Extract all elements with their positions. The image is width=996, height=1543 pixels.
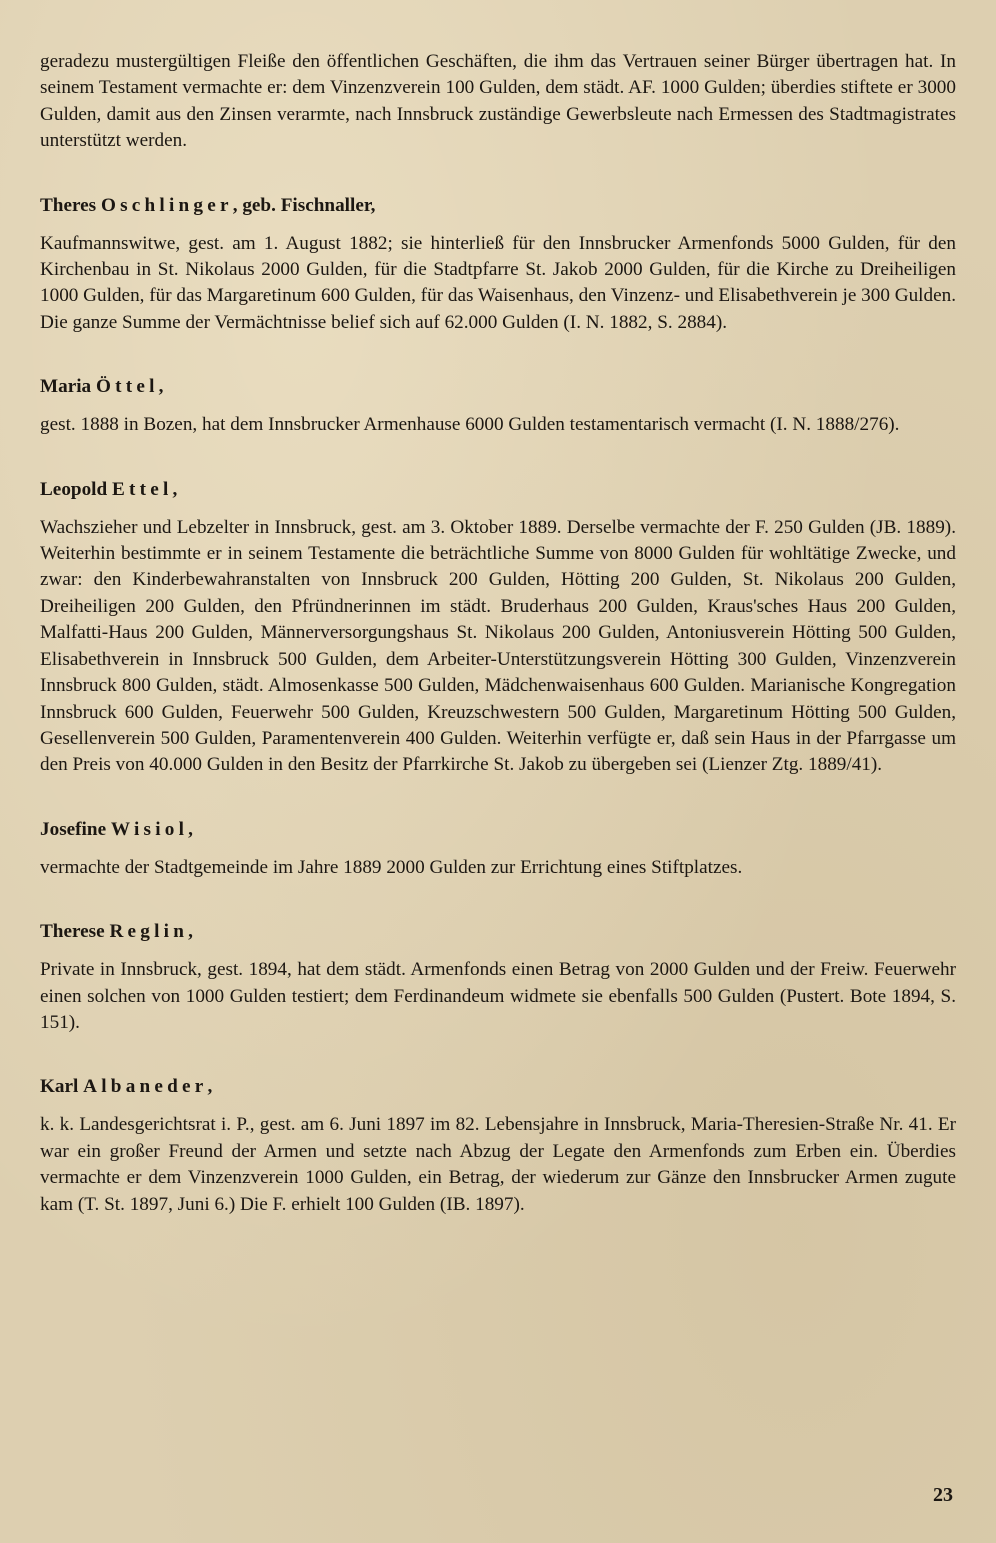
entry-first-name: Maria bbox=[40, 376, 92, 398]
entry-oettel bbox=[40, 374, 956, 438]
intro-paragraph: geradezu mustergültigen Fleiße den öffentlichen Geschäften, die ihm das Vertrauen seiner Bürger übertragen hat. In seinem Testament vermachte er: dem Vinzenzverein 100 Gulden, dem städt. AF. 1000 Gulden; überdies stiftete er 3000 Gulden, damit aus den Zinsen verarmte, nach Innsbruck zuständige Gewerbsleute nach Ermessen des Stadtmagistrates unterstützt werden. bbox=[40, 51, 956, 152]
page-content bbox=[40, 49, 956, 1218]
entry-albaneder bbox=[40, 1074, 956, 1218]
entry-text: gest. 1888 in Bozen, hat dem Innsbrucker Armenhause 6000 Gulden testamentarisch vermacht (I. N. 1888/276). bbox=[40, 414, 900, 436]
entry-heading bbox=[40, 817, 956, 843]
entry-surname: Reglin bbox=[109, 921, 189, 943]
entry-wisiol bbox=[40, 817, 956, 881]
entry-heading-suffix: , bbox=[188, 818, 193, 840]
entry-text: k. k. Landesgerichtsrat i. P., gest. am 6. Juni 1897 im 82. Lebensjahre in Innsbruck, Maria-Theresien-Straße Nr. 41. Er war ein großer Freund der Armen und setzte nach Abzug der Legate den Armenfonds zum Erben ein. Überdies vermachte er dem Vinzenzverein 1000 Gulden, ein Betrag, der wiederum zur Gänze den Innsbrucker Armen zugute kam (T. St. 1897, Juni 6.) Die F. erhielt 100 Gulden (IB. 1897). bbox=[40, 1114, 956, 1215]
entry-heading bbox=[40, 193, 956, 219]
page-number: 23 bbox=[933, 1484, 953, 1506]
entry-first-name: Theres bbox=[40, 194, 97, 216]
entry-first-name: Therese bbox=[40, 921, 105, 943]
entry-heading bbox=[40, 919, 956, 945]
entry-text: vermachte der Stadtgemeinde im Jahre 1889 2000 Gulden zur Errichtung eines Stiftplatzes. bbox=[40, 856, 743, 878]
entry-text: Wachszieher und Lebzelter in Innsbruck, gest. am 3. Oktober 1889. Derselbe vermachte der F. 250 Gulden (JB. 1889). Weiterhin bestimmte er in seinem Testamente die beträchtliche Summe von 8000 Gulden für wohltätige Zwecke, und zwar: den Kinderbewahranstalten von Innsbruck 200 Gulden, Hötting 200 Gulden, St. Nikolaus 200 Gulden, Dreiheiligen 200 Gulden, den Pfründnerinnen im städt. Bruderhaus 200 Gulden, Kraus'sches Haus 200 Gulden, Malfatti-Haus 200 Gulden, Männerversorgungshaus St. Nikolaus 200 Gulden, Antoniusverein Hötting 500 Gulden, Elisabethverein in Innsbruck 500 Gulden, dem Arbeiter-Unterstützungsverein Hötting 300 Gulden, Vinzenzverein Innsbruck 800 Gulden, städt. Almosenkasse 500 Gulden, Mädchenwaisenhaus 600 Gulden. Marianische Kongregation Innsbruck 600 Gulden, Feuerwehr 500 Gulden, Kreuzschwestern 500 Gulden, Margaretinum Hötting 500 Gulden, Gesellenverein 500 Gulden, Paramentenverein 400 Gulden. Weiterhin verfügte er, daß sein Haus in der Pfarrgasse um den Preis von 40.000 Gulden in den Besitz der Pfarrkirche St. Jakob zu übergeben sei (Lienzer Ztg. 1889/41). bbox=[40, 516, 956, 776]
entry-heading-suffix: , bbox=[188, 921, 193, 943]
entry-text: Private in Innsbruck, gest. 1894, hat dem städt. Armenfonds einen Betrag von 2000 Gulden und der Freiw. Feuerwehr einen solchen von 1000 Gulden testiert; dem Ferdinandeum widmete sie ebenfalls 500 Gulden (Pustert. Bote 1894, S. 151). bbox=[40, 959, 956, 1033]
entry-first-name: Josefine bbox=[40, 818, 107, 840]
entry-heading-suffix: , bbox=[207, 1076, 213, 1098]
entry-surname: Ettel bbox=[111, 478, 173, 500]
entry-surname: Öttel bbox=[95, 376, 159, 398]
entry-surname: Wisiol bbox=[110, 818, 189, 840]
entry-text: Kaufmannswitwe, gest. am 1. August 1882; sie hinterließ für den Innsbrucker Armenfonds 5000 Gulden, für den Kirchenbau in St. Nikolaus 2000 Gulden, für die Stadtpfarre St. Jakob 2000 Gulden, für die Kirche zu Dreiheiligen 1000 Gulden, für das Margaretinum 600 Gulden, für das Waisenhaus, den Vinzenz- und Elisabethverein je 300 Gulden. Die ganze Summe der Vermächtnisse belief sich auf 62.000 Gulden (I. N. 1882, S. 2884). bbox=[40, 232, 956, 333]
entry-reglin bbox=[40, 919, 956, 1036]
entry-oschlinger bbox=[40, 193, 956, 337]
entry-ettel bbox=[40, 477, 956, 779]
entry-first-name: Karl bbox=[40, 1076, 79, 1098]
entry-surname: Albaneder bbox=[83, 1076, 208, 1098]
entry-heading-suffix: , bbox=[172, 478, 178, 500]
entry-heading bbox=[40, 477, 956, 503]
entry-first-name: Leopold bbox=[40, 478, 108, 500]
entry-heading bbox=[40, 1074, 956, 1100]
entry-surname: Oschlinger bbox=[100, 194, 233, 216]
entry-heading-suffix: , geb. Fischnaller, bbox=[232, 194, 376, 216]
entry-heading bbox=[40, 374, 956, 400]
entry-heading-suffix: , bbox=[158, 376, 164, 398]
